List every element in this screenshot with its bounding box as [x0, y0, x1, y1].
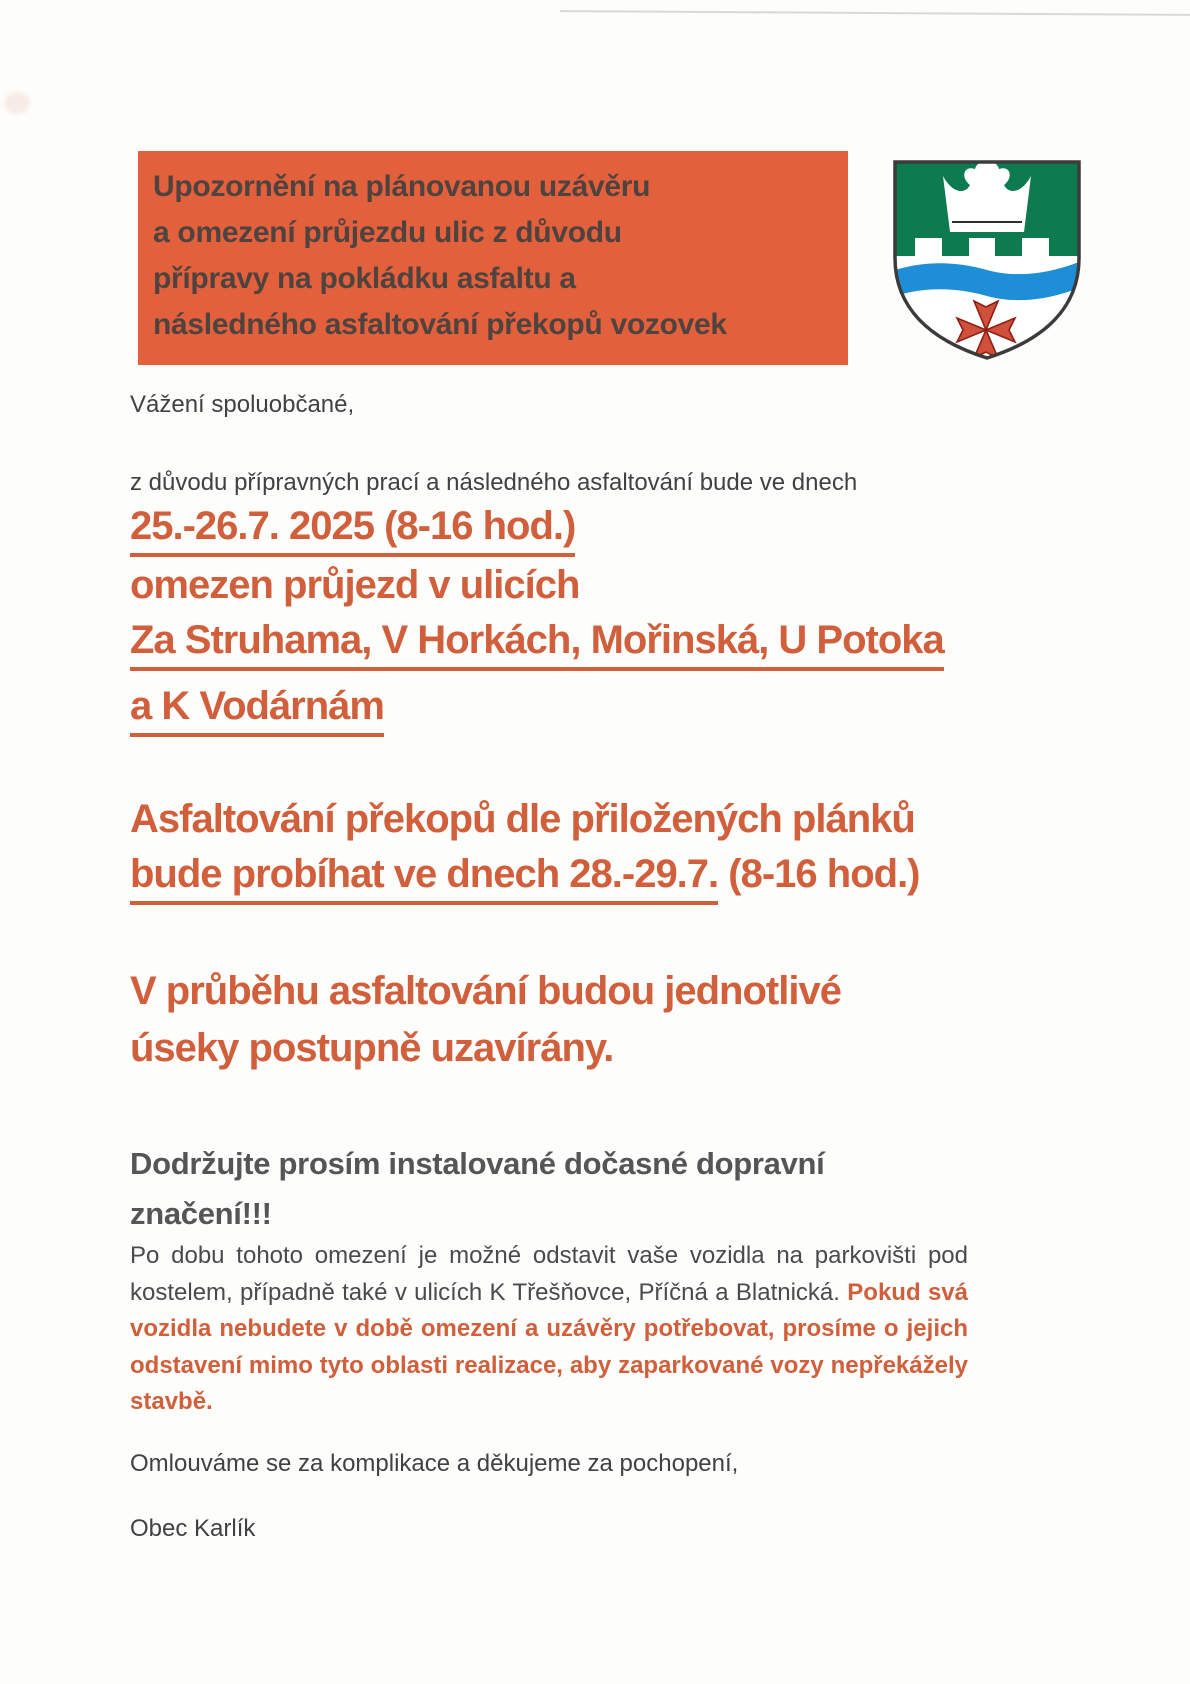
closures-line1: V průběhu asfaltování budou jednotlivé: [130, 969, 841, 1013]
coat-of-arms-shield-icon: [886, 156, 1088, 364]
intro-line: z důvodu přípravných prací a následného asfaltování bude ve dnech: [130, 469, 858, 496]
restriction-dates-text: 25.-26.7. 2025 (8-16 hod.): [130, 502, 575, 557]
restriction-streets-2: [130, 682, 384, 737]
notice-title-line: následného asfaltování překopů vozovek: [153, 308, 727, 341]
scan-artifact-line: [560, 10, 1190, 16]
restriction-streets-1: [130, 616, 944, 671]
restriction-dates: [130, 502, 575, 557]
signage-warning-line1: Dodržujte prosím instalované dočasné dopravní: [130, 1146, 825, 1181]
notice-title-line: Upozornění na plánovanou uzávěru: [153, 170, 651, 203]
restriction-line2: omezen průjezd v ulicích: [130, 563, 580, 607]
closures-line2: úseky postupně uzavírány.: [130, 1026, 614, 1070]
parking-paragraph-normal: Po dobu tohoto omezení je možné odstavit vaše vozidla na parkovišti pod kostelem, případně také v ulicích K Třešňovce, Příčná a Blatnická.: [130, 1242, 968, 1306]
notice-title-line: přípravy na pokládku asfaltu a: [153, 262, 576, 295]
coat-of-arms: [886, 156, 1088, 364]
salutation: Vážení spoluobčané,: [130, 391, 355, 418]
parking-paragraph-highlighted: Pokud svá vozidla nebudete v době omezení a uzávěry potřebovat, prosíme o jejich odstavení mimo tyto oblasti realizace, aby zaparkované vozy nepřekážely stavbě.: [130, 1278, 968, 1416]
closing-line: Omlouváme se za komplikace a děkujeme za pochopení,: [130, 1450, 739, 1477]
signature: Obec Karlík: [130, 1515, 256, 1542]
asphalt-line2-underlined: bude probíhat ve dnech 28.-29.7.: [130, 850, 718, 905]
scan-artifact-smudge: [4, 92, 30, 114]
restriction-streets-2-text: a K Vodárnám: [130, 682, 384, 737]
asphalt-line2-rest: (8-16 hod.): [718, 852, 920, 896]
asphalt-line2: [130, 850, 920, 905]
signage-warning-line2: značení!!!: [130, 1196, 272, 1231]
notice-title-box: [138, 151, 848, 365]
asphalt-line1: Asfaltování překopů dle přiložených plánků: [130, 797, 915, 841]
notice-title-line: a omezení průjezdu ulic z důvodu: [153, 216, 622, 249]
parking-paragraph: [130, 1238, 968, 1421]
restriction-streets-1-text: Za Struhama, V Horkách, Mořinská, U Potoka: [130, 616, 944, 671]
